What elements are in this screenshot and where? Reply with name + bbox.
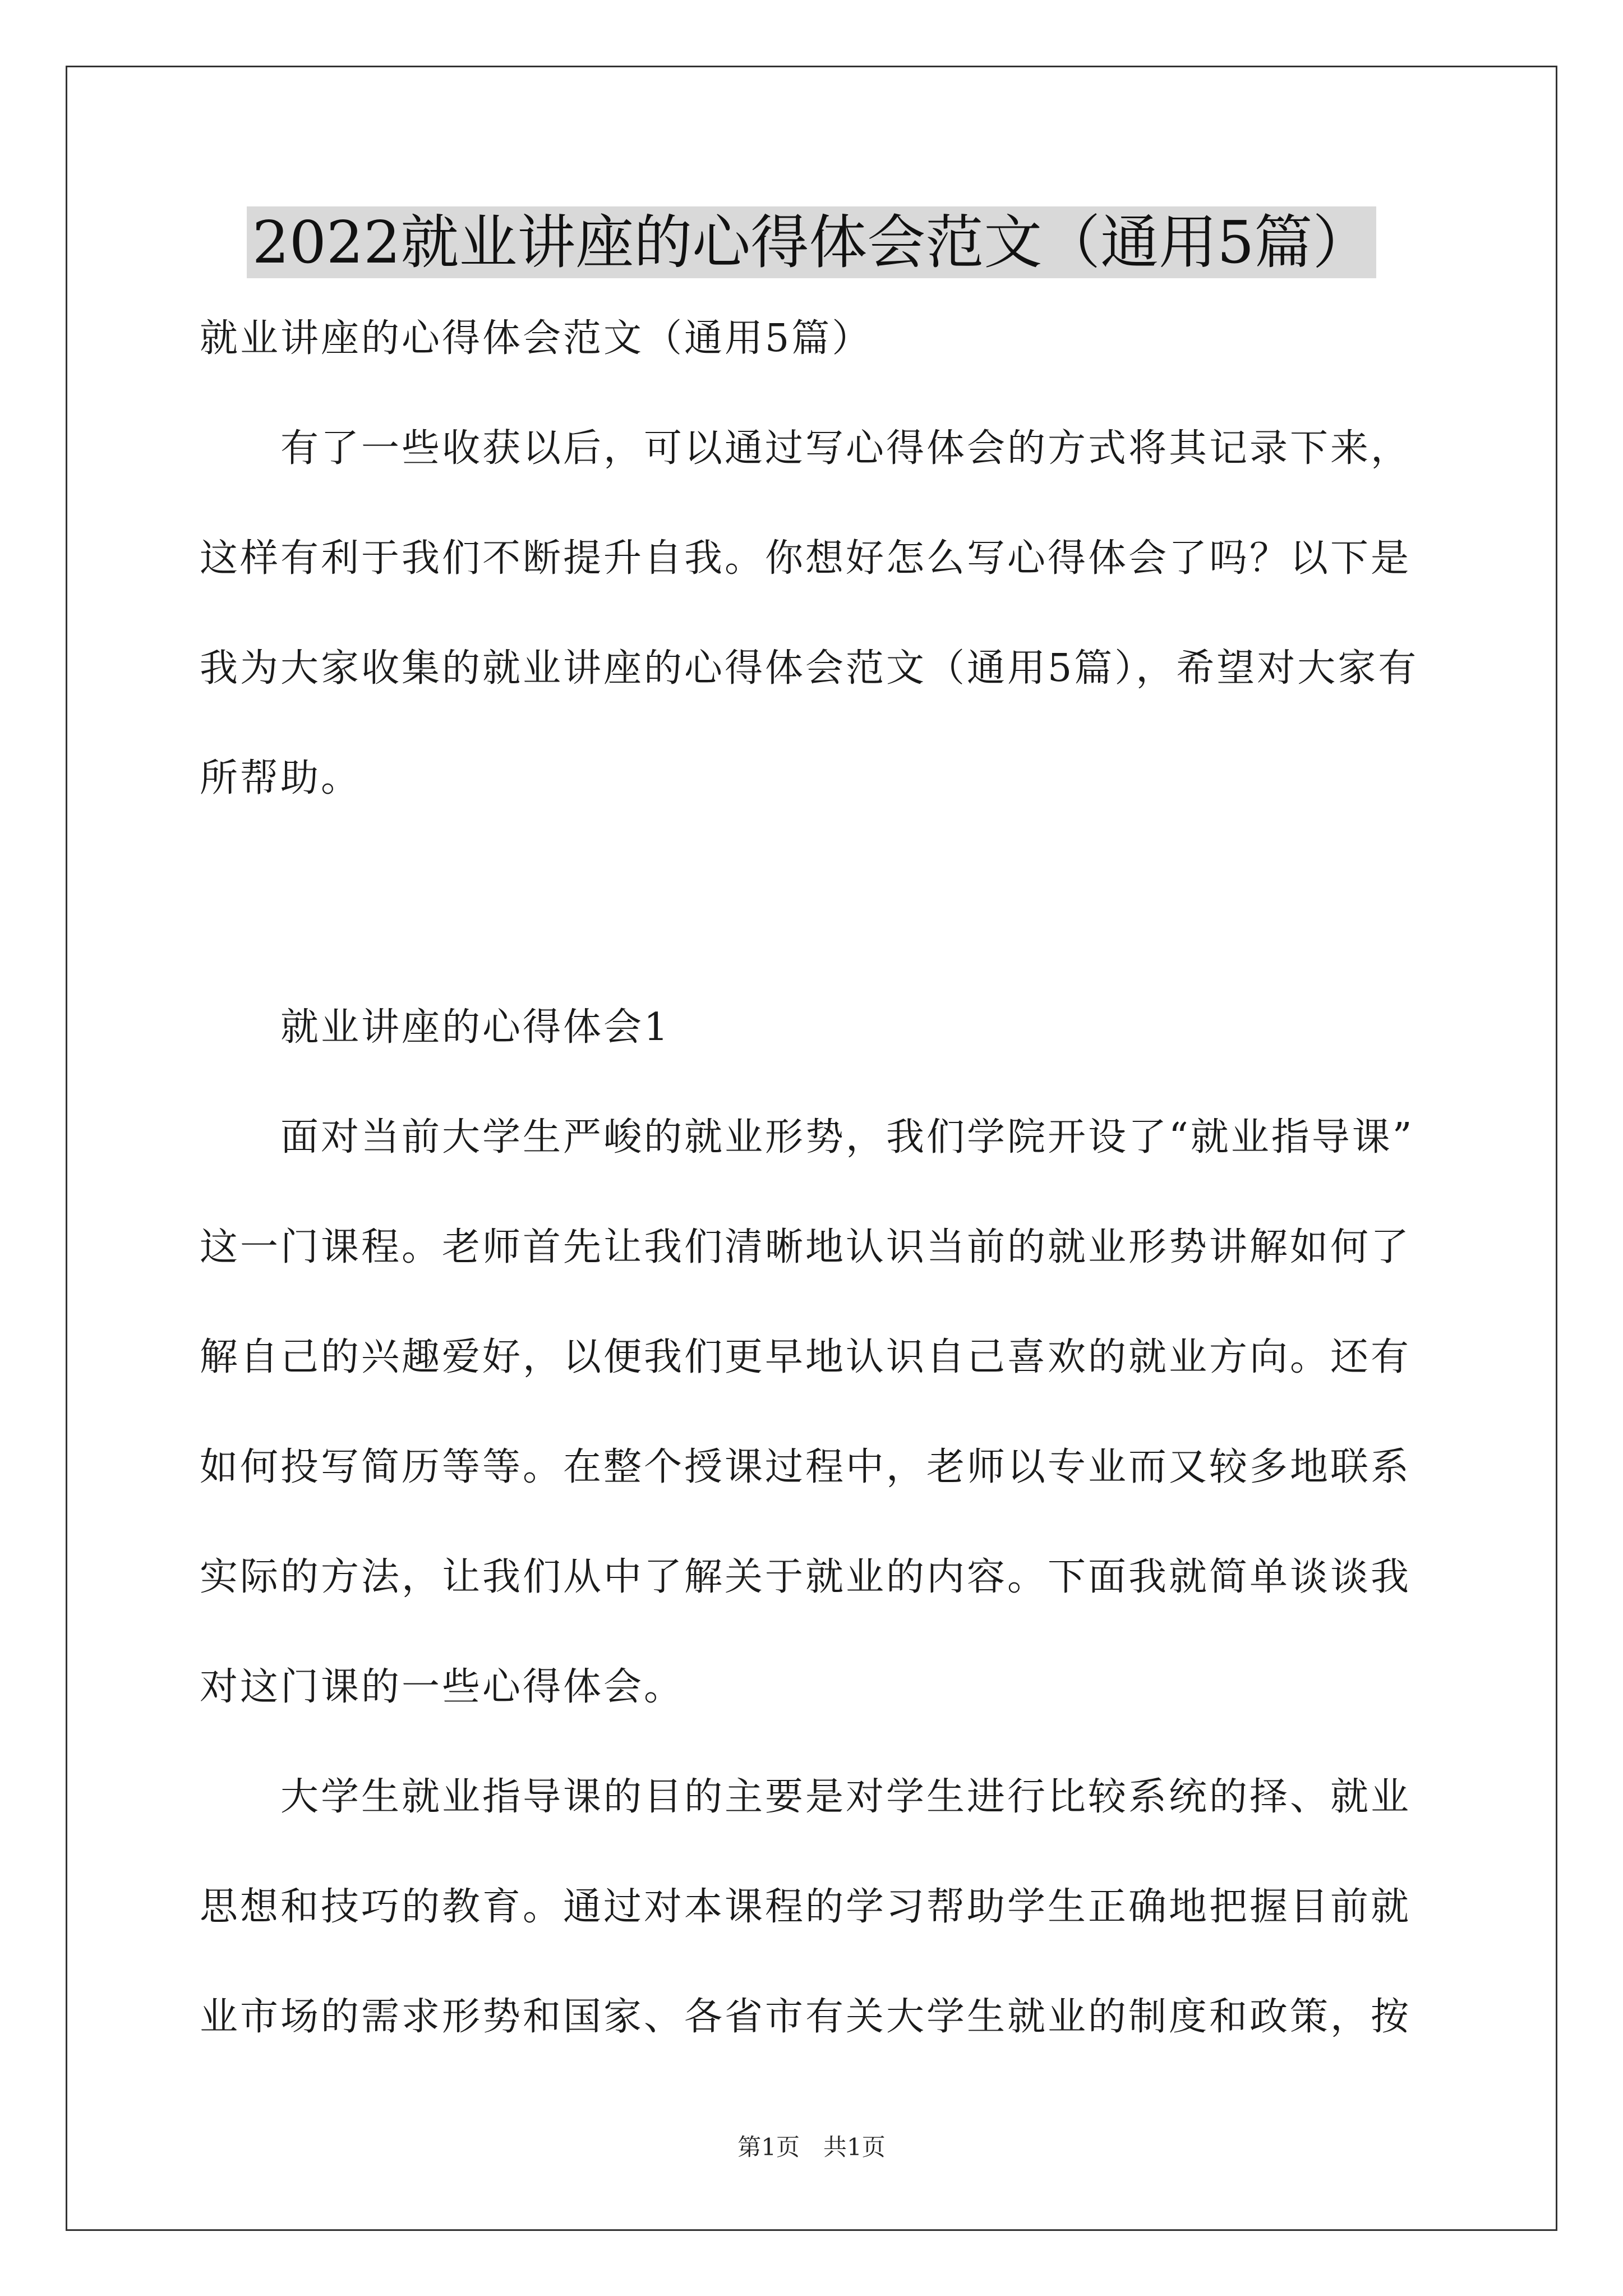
paragraph-line: 对这门课的一些心得体会。 <box>200 1665 685 1709</box>
paragraph-line: 我为大家收集的就业讲座的心得体会范文（通用5篇），希望对大家有 <box>200 646 1419 691</box>
paragraph-line: 实际的方法，让我们从中了解关于就业的内容。下面我就简单谈谈我 <box>200 1555 1412 1599</box>
paragraph-line: 解自己的兴趣爱好，以便我们更早地认识自己喜欢的就业方向。还有 <box>200 1335 1412 1379</box>
paragraph-line: 这一门课程。老师首先让我们清晰地认识当前的就业形势讲解如何了 <box>200 1225 1412 1269</box>
paragraph-line: 所帮助。 <box>200 756 362 800</box>
paragraph-line: 业市场的需求形势和国家、各省市有关大学生就业的制度和政策，按 <box>200 1995 1412 2039</box>
section-heading: 就业讲座的心得体会1 <box>280 1005 671 1050</box>
subtitle-line: 就业讲座的心得体会范文（通用5篇） <box>200 316 873 361</box>
title-container <box>0 206 1623 278</box>
paragraph-line: 如何投写简历等等。在整个授课过程中，老师以专业而又较多地联系 <box>200 1445 1412 1489</box>
paragraph-line: 这样有利于我们不断提升自我。你想好怎么写心得体会了吗？以下是 <box>200 536 1412 581</box>
page-number-footer: 第1页 共1页 <box>737 2133 886 2161</box>
paragraph-line: 面对当前大学生严峻的就业形势，我们学院开设了“就业指导课” <box>280 1115 1414 1159</box>
paragraph-line: 大学生就业指导课的目的主要是对学生进行比较系统的择、就业 <box>280 1775 1412 1819</box>
paragraph-line: 思想和技巧的教育。通过对本课程的学习帮助学生正确地把握目前就 <box>200 1885 1412 1929</box>
document-title: 2022就业讲座的心得体会范文（通用5篇） <box>247 206 1377 278</box>
paragraph-line: 有了一些收获以后，可以通过写心得体会的方式将其记录下来， <box>280 426 1412 471</box>
